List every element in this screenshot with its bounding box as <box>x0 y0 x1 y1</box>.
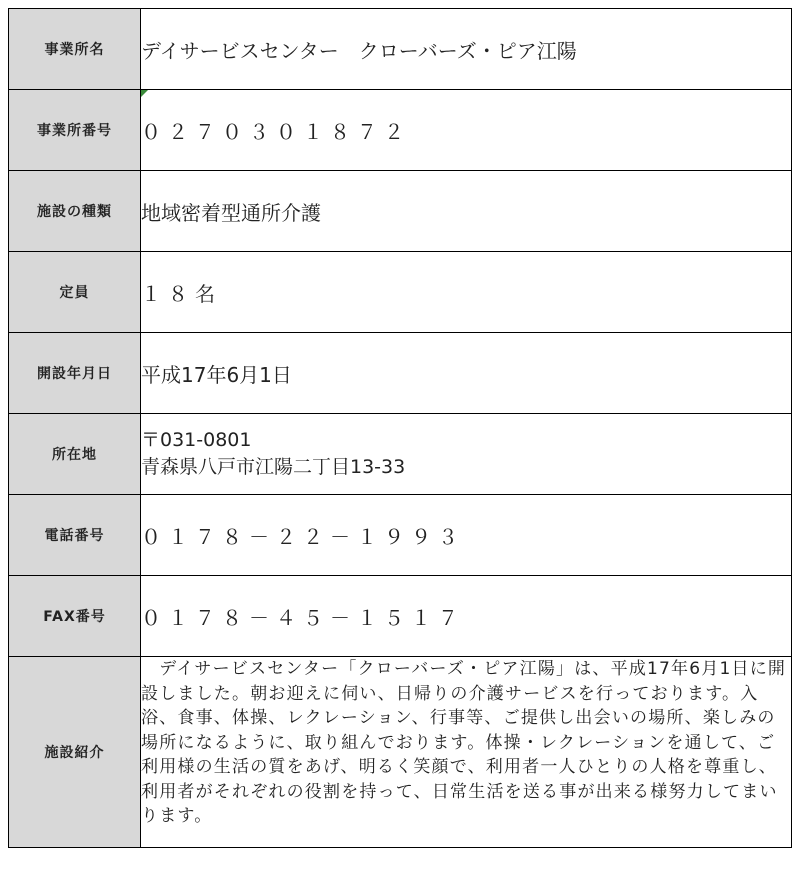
facility-number-value: ０２７０３０１８７２ <box>141 119 411 144</box>
facility-name-label: 事業所名 <box>9 9 141 90</box>
fax-cell <box>141 576 792 657</box>
facility-name-value: デイサービスセンター クローバーズ・ピア江陽 <box>141 9 792 90</box>
facility-intro-label: 施設紹介 <box>9 657 141 848</box>
opening-date-label: 開設年月日 <box>9 333 141 414</box>
address-cell <box>141 414 792 495</box>
row-facility-name <box>9 9 792 90</box>
row-facility-type <box>9 171 792 252</box>
opening-date-value: 平成17年6月1日 <box>141 333 792 414</box>
row-phone <box>9 495 792 576</box>
row-fax <box>9 576 792 657</box>
phone-cell <box>141 495 792 576</box>
row-address <box>9 414 792 495</box>
phone-value: ０１７８－２２－１９９３ <box>141 524 465 549</box>
facility-number-label: 事業所番号 <box>9 90 141 171</box>
row-facility-number <box>9 90 792 171</box>
phone-label: 電話番号 <box>9 495 141 576</box>
row-facility-intro <box>9 657 792 848</box>
row-capacity <box>9 252 792 333</box>
row-opening-date <box>9 333 792 414</box>
facility-info-table <box>8 8 792 848</box>
facility-intro-text: デイサービスセンター「クローバーズ・ピア江陽」は、平成17年6月1日に開設しました。朝お迎えに伺い、日帰りの介護サービスを行っております。入浴、食事、体操、レクレーション、行事等、ご提供し出会いの場所、楽しみの場所になるように、取り組んでおります。体操・レクレーションを通して、ご利用様の生活の質をあげ、明るく笑顔で、利用者一人ひとりの人格を尊重し、利用者がそれぞれの役割を持って、日常生活を送る事が出来る様努力してまいります。 <box>141 657 792 848</box>
fax-value: ０１７８－４５－１５１７ <box>141 605 465 630</box>
capacity-cell <box>141 252 792 333</box>
facility-number-cell <box>141 90 792 171</box>
capacity-value: １８名 <box>141 281 222 306</box>
street-address: 青森県八戸市江陽二丁目13-33 <box>141 456 406 478</box>
address-label: 所在地 <box>9 414 141 495</box>
fax-label: FAX番号 <box>9 576 141 657</box>
capacity-label: 定員 <box>9 252 141 333</box>
cell-marker-triangle <box>141 90 148 97</box>
postal-code: 〒031-0801 <box>141 429 252 451</box>
facility-type-label: 施設の種類 <box>9 171 141 252</box>
facility-type-value: 地域密着型通所介護 <box>141 171 792 252</box>
